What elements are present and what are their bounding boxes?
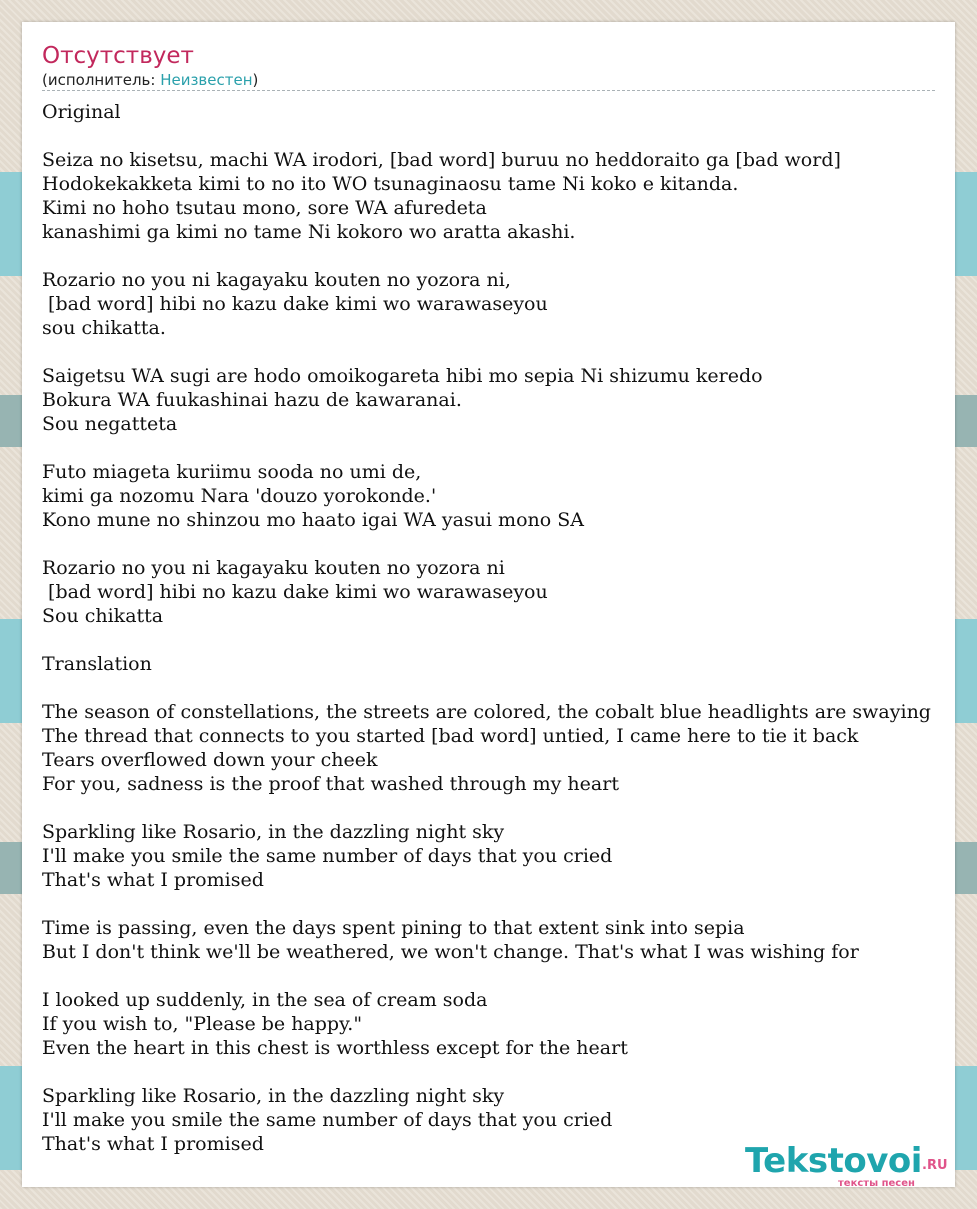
logo-tld: .RU [922,1158,948,1173]
lyric-blank-line [42,676,955,700]
lyric-line: If you wish to, "Please be happy." [42,1013,363,1035]
lyric-line: kanashimi ga kimi no tame Ni kokoro wo aratta akashi. [42,221,576,243]
lyric-line: Futo miageta kuriimu sooda no umi de, [42,461,422,483]
lyric-line: That's what I promised [42,869,264,891]
lyric-line: Kono mune no shinzou mo haato igai WA yasui mono SA [42,509,584,531]
logo-tagline: тексты песен [838,1178,915,1187]
lyric-line: I'll make you smile the same number of days that you cried [42,1109,613,1131]
lyric-line: Hodokekakketa kimi to no ito WO tsunaginaosu tame Ni koko e kitanda. [42,173,739,195]
lyric-line: For you, sadness is the proof that washed through my heart [42,773,619,795]
lyric-line: I looked up suddenly, in the sea of cream soda [42,989,488,1011]
lyric-line: That's what I promised [42,1133,264,1155]
lyric-blank-line [42,340,955,364]
lyric-blank-line [42,244,955,268]
title-divider [42,90,935,91]
artist-link[interactable]: Неизвестен [160,71,253,89]
lyric-line: Rozario no you ni kagayaku kouten no yozora ni [42,557,505,579]
lyric-blank-line [42,796,955,820]
lyric-line: Even the heart in this chest is worthless except for the heart [42,1037,628,1059]
lyric-line: kimi ga nozomu Nara 'douzo yorokonde.' [42,485,437,507]
lyric-line: Seiza no kisetsu, machi WA irodori, [bad word] buruu no heddoraito ga [bad word] [42,149,841,171]
lyric-blank-line [42,532,955,556]
site-logo[interactable] [745,1140,950,1187]
lyric-line: Sou negatteta [42,413,178,435]
lyric-line: The thread that connects to you started [bad word] untied, I came here to tie it back [42,725,859,747]
lyric-line: Kimi no hoho tsutau mono, sore WA afuredeta [42,197,487,219]
song-title: Отсутствует [42,43,194,69]
artist-suffix: ) [252,71,259,89]
lyric-line: Saigetsu WA sugi are hodo omoikogareta hibi mo sepia Ni shizumu keredo [42,365,763,387]
lyric-line: Rozario no you ni kagayaku kouten no yozora ni, [42,269,511,291]
lyric-line: [bad word] hibi no kazu dake kimi wo warawaseyou [42,293,548,315]
lyric-blank-line [42,964,955,988]
lyric-blank-line [42,628,955,652]
lyric-line: But I don't think we'll be weathered, we won't change. That's what I was wishing for [42,941,859,963]
lyric-line: sou chikatta. [42,317,166,339]
lyric-blank-line [42,892,955,916]
lyric-line: Sparkling like Rosario, in the dazzling night sky [42,1085,505,1107]
lyric-line: The season of constellations, the streets are colored, the cobalt blue headlights are swaying [42,701,931,723]
lyric-blank-line [42,124,955,148]
lyric-line: Bokura WA fuukashinai hazu de kawaranai. [42,389,462,411]
lyric-line: I'll make you smile the same number of days that you cried [42,845,613,867]
lyric-blank-line [42,436,955,460]
lyric-line: [bad word] hibi no kazu dake kimi wo warawaseyou [42,581,548,603]
lyric-line: Sou chikatta [42,605,164,627]
lyric-line: Time is passing, even the days spent pining to that extent sink into sepia [42,917,745,939]
lyrics-text [42,100,955,1156]
artist-line [42,71,258,89]
artist-prefix: (исполнитель: [42,71,161,89]
lyric-line: Tears overflowed down your cheek [42,749,378,771]
lyric-line: Translation [42,653,152,675]
lyrics-card [22,22,955,1187]
lyric-line: Original [42,101,121,123]
lyric-blank-line [42,1060,955,1084]
lyric-line: Sparkling like Rosario, in the dazzling night sky [42,821,505,843]
logo-wordmark: Tekstovoi [745,1141,922,1181]
